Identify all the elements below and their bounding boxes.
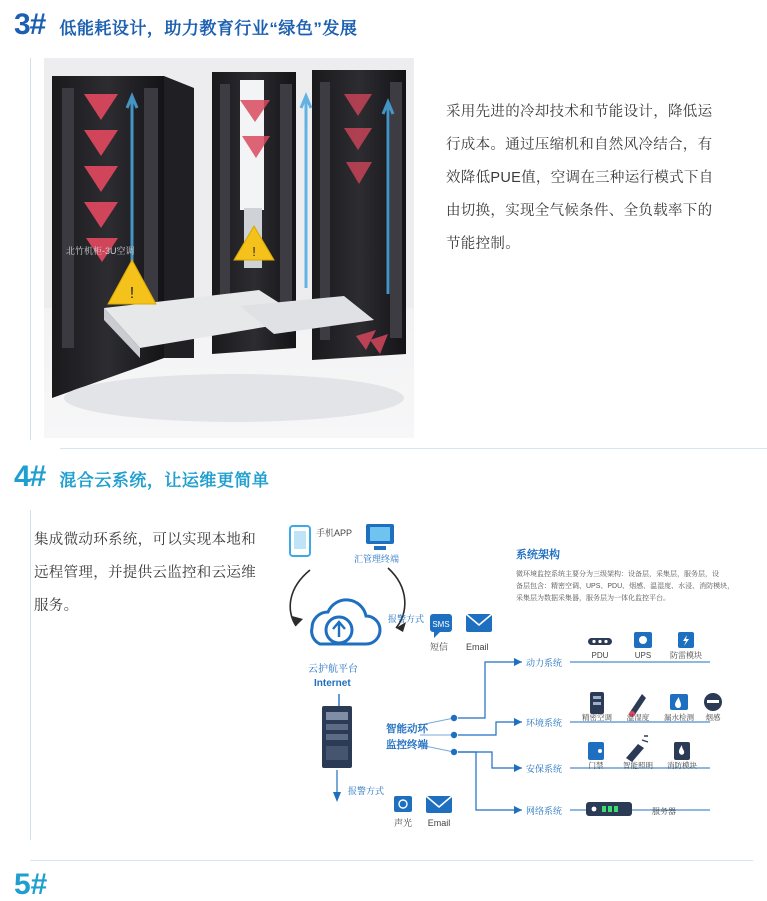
access-control-label: 门禁 [588,761,604,770]
smoke-detector-icon [704,693,722,711]
sound-light-alarm-icon [394,796,412,812]
section-4-body [0,510,767,830]
group-label-security: 安保系统 [526,764,563,774]
smoke-detector-label: 烟感 [705,713,721,722]
ups-icon [634,632,652,648]
server-icon [586,802,632,816]
alarm-mode-top-label: 报警方式 [388,614,425,624]
email-bottom-icon [426,796,452,813]
cloud-platform-label-2: Internet [314,678,351,689]
surge-protect-icon [678,632,694,648]
cloud-platform-label-1: 云护航平台 [308,664,358,675]
smart-lighting-label: 智能照明 [623,761,653,770]
temp-humidity-label: 温湿度 [626,713,650,722]
access-control-icon [588,742,604,760]
architecture-text-2: 备层包含：精密空调、UPS、PDU、烟感、温湿度、水浸、消防模块， [516,583,735,590]
air-conditioner-icon [590,692,604,714]
pdu-label: PDU [591,651,609,660]
section-divider-2 [30,860,753,861]
section-3-number: 3# [14,8,46,41]
email-top-icon [466,614,492,632]
terminal-label-2: 监控终端 [386,739,428,751]
section-3-body [0,58,767,438]
section-3 [0,10,767,438]
hybrid-cloud-diagram [270,510,740,830]
section-divider-1 [60,448,767,449]
section-4-number: 4# [14,460,46,493]
fire-module-icon [674,742,690,760]
section-3-header [0,10,767,40]
sms-label: 短信 [430,642,449,652]
svg-text:!: ! [129,285,135,302]
section-3-paragraph: 采用先进的冷却技术和节能设计，降低运行成本。通过压缩机和自然风冷结合，有效降低PUE值，空调在三种运行模式下自由切换，实现全气候条件、全负载率下的节能控制。 [446,104,714,252]
section-4 [0,462,767,830]
alarm-mode-bottom-label: 报警方式 [348,786,385,796]
ups-label: UPS [634,651,652,660]
architecture-text-3: 采集层为数据采集器，服务层为一体化监控平台。 [516,595,670,602]
svg-text:SMS: SMS [432,620,450,629]
email-top-label: Email [466,642,489,652]
section-4-header [0,462,767,492]
pdu-icon [588,638,612,645]
svg-text:!: ! [252,244,256,259]
group-label-power: 动力系统 [526,658,563,668]
water-leak-label: 漏水检测 [664,713,694,722]
monitoring-terminal-icon [322,706,352,768]
sound-light-label: 声光 [393,818,413,828]
section-3-title: 低能耗设计，助力教育行业“绿色”发展 [59,19,358,38]
section-4-left-rule [30,510,31,840]
cooling-rack-photo [44,58,414,438]
fire-module-label: 消防模块 [667,761,697,770]
air-conditioner-label: 精密空调 [582,713,612,722]
photo-caption: 北竹机柜-3U空调 [66,246,135,256]
architecture-title: 系统架构 [516,549,560,561]
water-leak-icon [670,694,688,710]
section-4-paragraph: 集成微动环系统，可以实现本地和远程管理，并提供云监控和云运维服务。 [34,532,256,614]
section-4-title: 混合云系统，让运维更简单 [59,471,270,490]
mobile-app-label: 手机APP [316,528,353,538]
group-label-environment: 环境系统 [526,718,563,728]
section-5-number: 5# [14,868,48,901]
surge-protect-label: 防雷模块 [670,651,702,660]
group-label-network: 网络系统 [526,806,563,816]
section-3-left-rule [30,58,31,440]
architecture-text-1: 微环境监控系统主要分为三级架构：设备层，采集层，服务层，设 [516,571,719,578]
cooling-rack-illustration [44,58,414,438]
email-bottom-label: Email [427,818,451,828]
terminal-label-1: 智能动环 [386,723,428,735]
management-terminal-label: 汇管理终端 [354,554,400,564]
server-label: 服务器 [652,807,676,816]
